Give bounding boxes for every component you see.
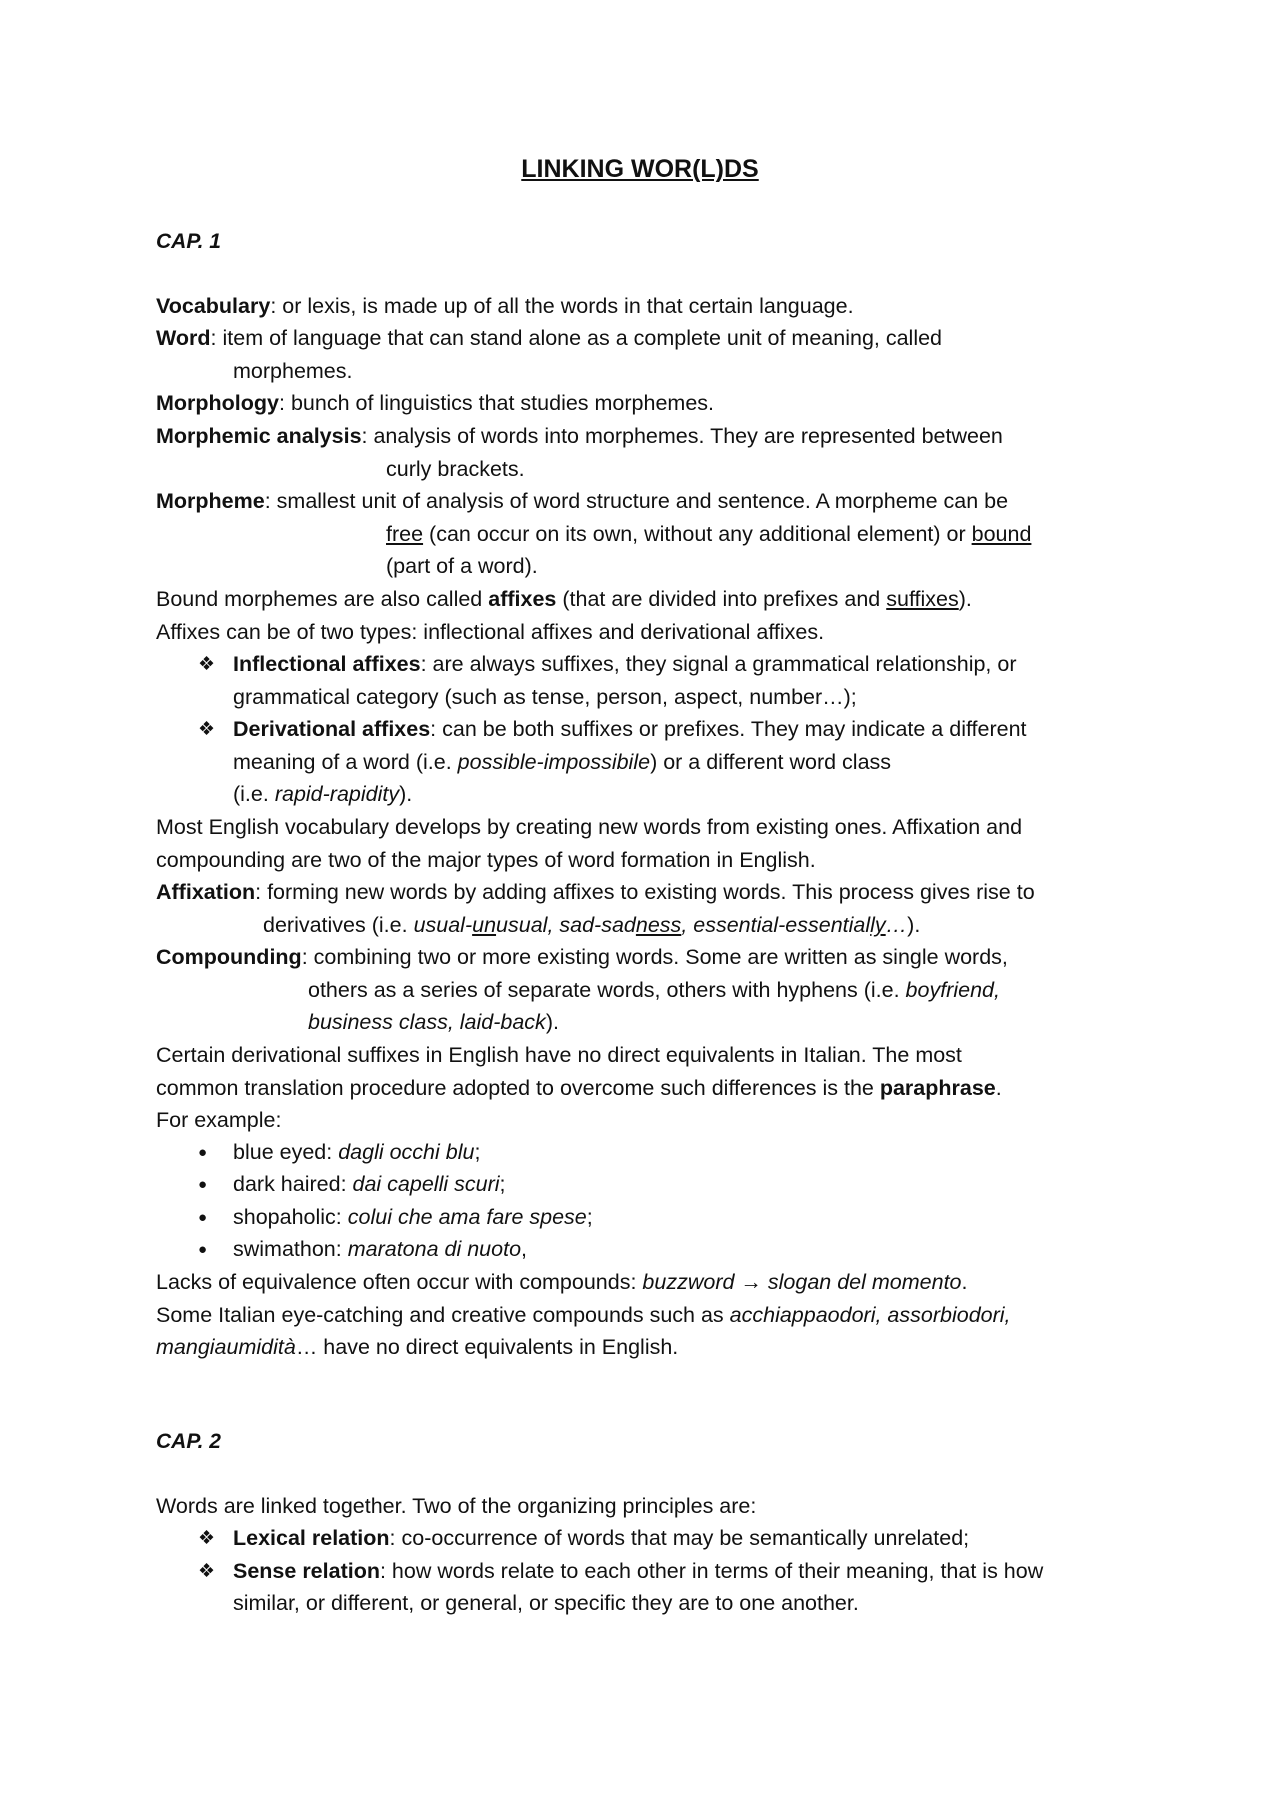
morphemic-analysis-definition: Morphemic analysis: analysis of words into morphemes. They are represented between bbox=[156, 424, 1003, 448]
example-item-dark-haired: dark haired: dai capelli scuri; bbox=[233, 1172, 506, 1196]
vocabulary-definition: Vocabulary: or lexis, is made up of all the words in that certain language. bbox=[156, 294, 854, 318]
affixation-definition-cont: derivatives (i.e. usual-unusual, sad-sadness, essential-essentially…). bbox=[263, 913, 921, 937]
dot-bullet-icon: ● bbox=[198, 1241, 208, 1258]
diamond-bullet-icon: ❖ bbox=[198, 719, 216, 740]
document-title: LINKING WOR(L)DS bbox=[521, 155, 759, 183]
compounding-definition: Compounding: combining two or more existing words. Some are written as single words, bbox=[156, 945, 1008, 969]
words-linked-line: Words are linked together. Two of the organizing principles are: bbox=[156, 1494, 757, 1518]
lacks-of-equivalence-line: Lacks of equivalence often occur with compounds: buzzword → slogan del momento. bbox=[156, 1270, 968, 1294]
compounding-definition-cont-2: business class, laid-back). bbox=[308, 1010, 559, 1034]
morpheme-definition: Morpheme: smallest unit of analysis of word structure and sentence. A morpheme can be bbox=[156, 489, 1009, 513]
example-item-swimathon: swimathon: maratona di nuoto, bbox=[233, 1237, 528, 1261]
affix-types-line: Affixes can be of two types: inflectional affixes and derivational affixes. bbox=[156, 620, 825, 644]
dot-bullet-icon: ● bbox=[198, 1176, 208, 1193]
diamond-bullet-icon: ❖ bbox=[198, 654, 216, 675]
dot-bullet-icon: ● bbox=[198, 1209, 208, 1226]
derivational-affixes-item: Derivational affixes: can be both suffixes or prefixes. They may indicate a different bbox=[233, 717, 1027, 741]
word-definition: Word: item of language that can stand alone as a complete unit of meaning, called bbox=[156, 326, 943, 350]
dot-bullet-icon: ● bbox=[198, 1144, 208, 1161]
derivational-affixes-cont: meaning of a word (i.e. possible-impossibile) or a different word class bbox=[233, 750, 892, 774]
inflectional-affixes-item: Inflectional affixes: are always suffixes, they signal a grammatical relationship, or bbox=[233, 652, 1017, 676]
most-english-line-2: compounding are two of the major types of word formation in English. bbox=[156, 848, 816, 872]
morphemic-analysis-cont: curly brackets. bbox=[386, 457, 525, 481]
morpheme-definition-cont: free (can occur on its own, without any additional element) or bound bbox=[386, 522, 1032, 546]
for-example-line: For example: bbox=[156, 1108, 282, 1132]
word-definition-cont: morphemes. bbox=[233, 359, 353, 383]
italian-compounds-line-1: Some Italian eye-catching and creative compounds such as acchiappaodori, assorbiodori, bbox=[156, 1303, 1011, 1327]
morpheme-definition-cont-2: (part of a word). bbox=[386, 554, 538, 578]
example-item-shopaholic: shopaholic: colui che ama fare spese; bbox=[233, 1205, 593, 1229]
affixation-definition: Affixation: forming new words by adding affixes to existing words. This process gives rise to bbox=[156, 880, 1035, 904]
lexical-relation-item: Lexical relation: co-occurrence of words that may be semantically unrelated; bbox=[233, 1526, 970, 1550]
bound-morphemes-line: Bound morphemes are also called affixes (that are divided into prefixes and suffixes). bbox=[156, 587, 972, 611]
certain-suffixes-line-2: common translation procedure adopted to overcome such differences is the paraphrase. bbox=[156, 1076, 1002, 1100]
example-item-blue-eyed: blue eyed: dagli occhi blu; bbox=[233, 1140, 481, 1164]
most-english-line-1: Most English vocabulary develops by creating new words from existing ones. Affixation and bbox=[156, 815, 1023, 839]
chapter-2-heading: CAP. 2 bbox=[156, 1430, 221, 1453]
sense-relation-item: Sense relation: how words relate to each other in terms of their meaning, that is how bbox=[233, 1559, 1044, 1583]
derivational-affixes-cont-2: (i.e. rapid-rapidity). bbox=[233, 782, 413, 806]
sense-relation-cont: similar, or different, or general, or specific they are to one another. bbox=[233, 1591, 859, 1615]
italian-compounds-line-2: mangiaumidità… have no direct equivalents in English. bbox=[156, 1335, 679, 1359]
certain-suffixes-line-1: Certain derivational suffixes in English have no direct equivalents in Italian. The most bbox=[156, 1043, 962, 1067]
diamond-bullet-icon: ❖ bbox=[198, 1561, 216, 1582]
chapter-1-heading: CAP. 1 bbox=[156, 230, 221, 253]
diamond-bullet-icon: ❖ bbox=[198, 1528, 216, 1549]
morphology-definition: Morphology: bunch of linguistics that studies morphemes. bbox=[156, 391, 715, 415]
compounding-definition-cont: others as a series of separate words, others with hyphens (i.e. boyfriend, bbox=[308, 978, 1000, 1002]
inflectional-affixes-cont: grammatical category (such as tense, person, aspect, number…); bbox=[233, 685, 857, 709]
